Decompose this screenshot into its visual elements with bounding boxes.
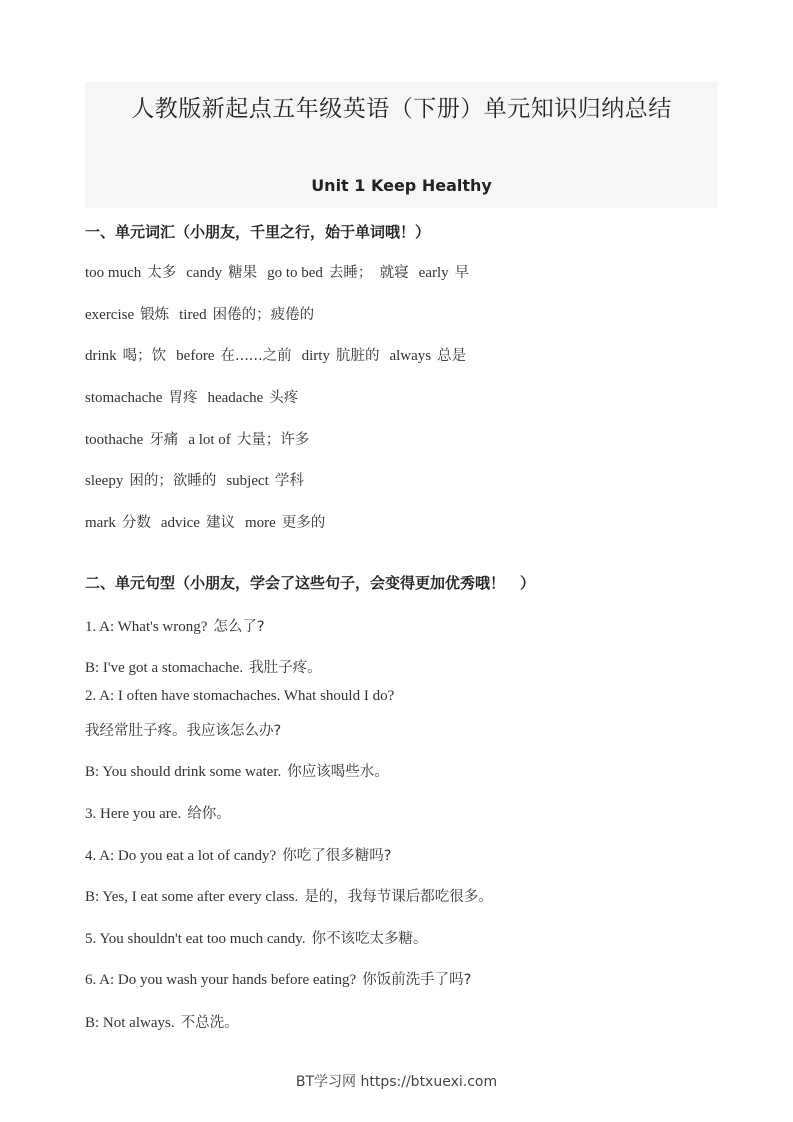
sentence-english: 5. You shouldn't eat too much candy. <box>85 931 306 947</box>
vocab-meaning: 糖果 <box>228 265 258 281</box>
vocab-word: advice <box>160 515 200 531</box>
vocab-word: drink <box>85 348 117 364</box>
vocab-meaning: 困倦的；疲倦的 <box>212 307 315 323</box>
sentence-line <box>85 968 471 989</box>
sentence-chinese: 你应该喝些水。 <box>287 764 389 780</box>
sentence-chinese: 你吃了很多糖吗? <box>282 848 392 864</box>
vocab-word: early <box>418 265 449 281</box>
vocab-word: tired <box>179 307 207 323</box>
vocab-word: sleepy <box>85 473 124 489</box>
vocab-meaning: 牙痛 <box>149 432 179 448</box>
vocab-line <box>85 469 304 490</box>
vocab-word: too much <box>85 265 142 281</box>
vocab-meaning: 早 <box>454 265 470 281</box>
vocab-meaning: 学科 <box>274 473 304 489</box>
vocab-line <box>85 511 325 532</box>
vocab-word: headache <box>207 390 264 406</box>
vocab-meaning: 胃疼 <box>168 390 198 406</box>
sentence-line <box>85 802 231 823</box>
unit-title: Unit 1 Keep Healthy <box>311 176 492 195</box>
sentence-english: B: Not always. <box>85 1015 175 1031</box>
sentence-line <box>85 688 394 705</box>
sentence-line <box>85 927 427 948</box>
document-title: 人教版新起点五年级英语（下册）单元知识归纳总结 <box>131 96 672 122</box>
sentence-chinese: 你饭前洗手了吗? <box>362 972 472 988</box>
sentence-chinese: 我经常肚子疼。我应该怎么办? <box>85 723 282 739</box>
sentence-line <box>85 885 493 906</box>
sentence-english: B: I've got a stomachache. <box>85 660 244 676</box>
vocab-word: subject <box>226 473 269 489</box>
vocab-word: dirty <box>301 348 330 364</box>
sentence-chinese: 是的，我每节课后都吃很多。 <box>304 889 493 905</box>
vocab-word: always <box>389 348 432 364</box>
vocab-line <box>85 344 466 365</box>
vocab-word: before <box>176 348 215 364</box>
sentence-line <box>85 656 322 677</box>
vocab-word: go to bed <box>267 265 323 281</box>
sentence-line <box>85 615 265 636</box>
vocab-meaning: 总是 <box>437 348 467 364</box>
vocab-meaning: 头疼 <box>269 390 299 406</box>
vocab-meaning: 更多的 <box>281 515 326 531</box>
vocab-meaning: 锻炼 <box>140 307 170 323</box>
sentence-chinese: 怎么了? <box>213 619 265 635</box>
vocab-meaning: 在......之前 <box>220 348 292 364</box>
vocab-meaning: 肮脏的 <box>335 348 380 364</box>
vocab-word: candy <box>186 265 223 281</box>
vocab-meaning: 喝；饮 <box>122 348 167 364</box>
sentence-chinese: 给你。 <box>187 806 231 822</box>
vocab-line <box>85 428 309 449</box>
sentence-line <box>85 1011 239 1032</box>
vocab-word: exercise <box>85 307 135 323</box>
vocab-word: mark <box>85 515 116 531</box>
vocab-meaning: 分数 <box>121 515 151 531</box>
sentence-line <box>85 760 389 781</box>
vocab-word: toothache <box>85 432 144 448</box>
vocab-word: stomachache <box>85 390 163 406</box>
header-box <box>85 82 718 208</box>
vocab-line <box>85 261 469 282</box>
sentence-english: B: You should drink some water. <box>85 764 282 780</box>
sentence-chinese: 我肚子疼。 <box>249 660 322 676</box>
sentence-chinese: 你不该吃太多糖。 <box>311 931 428 947</box>
vocab-meaning: 困的；欲睡的 <box>129 473 217 489</box>
vocab-word: more <box>244 515 276 531</box>
vocab-meaning: 大量；许多 <box>236 432 310 448</box>
vocab-section-heading: 一、单元词汇（小朋友，千里之行，始于单词哦！） <box>85 223 431 241</box>
sentence-line <box>85 719 281 740</box>
vocab-meaning: 去睡； 就寝 <box>328 265 409 281</box>
sentence-english: 6. A: Do you wash your hands before eating? <box>85 972 357 988</box>
vocab-line <box>85 386 298 407</box>
vocab-meaning: 建议 <box>205 515 235 531</box>
sentence-english: 4. A: Do you eat a lot of candy? <box>85 848 277 864</box>
sentence-section-heading: 二、单元句型（小朋友，学会了这些句子，会变得更加优秀哦！ ） <box>85 574 536 592</box>
sentence-english: 1. A: What's wrong? <box>85 619 208 635</box>
sentence-chinese: 不总洗。 <box>180 1015 239 1031</box>
sentence-line <box>85 844 391 865</box>
vocab-meaning: 太多 <box>147 265 177 281</box>
vocab-word: a lot of <box>188 432 231 448</box>
sentence-english: 3. Here you are. <box>85 806 182 822</box>
footer-watermark: BT学习网 https://btxuexi.com <box>295 1074 498 1090</box>
sentence-english: 2. A: I often have stomachaches. What should I do? <box>85 688 395 704</box>
vocab-line <box>85 303 314 324</box>
sentence-english: B: Yes, I eat some after every class. <box>85 889 299 905</box>
